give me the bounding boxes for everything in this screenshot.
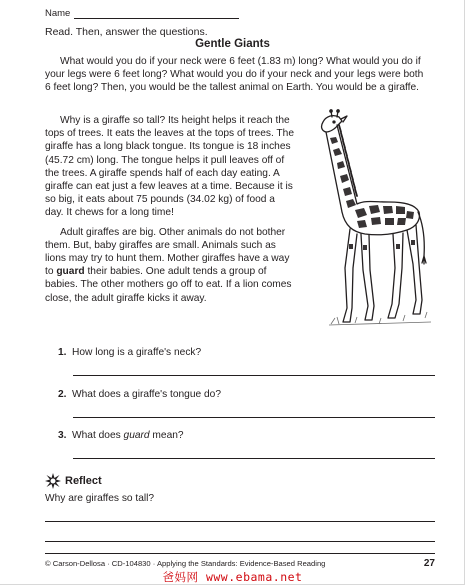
question-1: 1. How long is a giraffe's neck? <box>58 347 202 358</box>
footer-credit: © Carson-Dellosa · CD-104830 · Applying the Standards: Evidence-Based Reading <box>45 559 326 568</box>
bold-word: guard <box>56 266 85 278</box>
question-2-text: What does a giraffe's tongue do? <box>72 389 222 400</box>
starburst-icon <box>45 473 61 489</box>
reflect-title: Reflect <box>65 475 102 487</box>
answer-line-2[interactable] <box>73 417 435 418</box>
name-label: Name <box>45 8 71 19</box>
passage-paragraph-3: Adult giraffes are big. Other animals do not bother them. But, baby giraffes are small. Animals such as lions may try to hunt them. Mother giraffes have a way to guard their babies. One adult tends a group of babies. The other mothers go off to eat. If a lion comes close, the adult giraffe kicks it away. <box>45 226 292 304</box>
reflect-line-2[interactable] <box>45 541 435 542</box>
question-2: 2. What does a giraffe's tongue do? <box>58 389 222 400</box>
question-1-text: How long is a giraffe's neck? <box>72 347 202 358</box>
reflect-line-1[interactable] <box>45 521 435 522</box>
answer-line-1[interactable] <box>73 375 435 376</box>
footer-rule <box>45 553 435 554</box>
question-3: 3. What does guard mean? <box>58 430 184 441</box>
reflect-heading <box>45 473 102 489</box>
passage-column <box>45 114 295 311</box>
answer-line-3[interactable] <box>73 458 435 459</box>
question-3-text: What does guard mean? <box>72 430 184 441</box>
passage-intro: What would you do if your neck were 6 feet (1.83 m) long? What would you do if your legs were 6 feet long? What would you do if your neck and your legs were both 6 feet long? Then, you would be the tallest animal on Earth. You would be a giraffe. <box>45 56 424 94</box>
page-number: 27 <box>423 558 435 569</box>
instructions: Read. Then, answer the questions. <box>45 26 208 38</box>
footer <box>45 558 435 569</box>
giraffe-illustration <box>295 108 435 330</box>
name-field <box>45 8 239 19</box>
page-title: Gentle Giants <box>195 38 270 50</box>
reflect-question: Why are giraffes so tall? <box>45 493 155 504</box>
name-line[interactable] <box>74 10 239 19</box>
passage-paragraph-2: Why is a giraffe so tall? Its height helps it reach the tops of trees. It eats the leaves at the tops of trees. The giraffe has a long black tongue. Its tongue is 18 inches (45.72 cm) long. The tongue helps it pull leaves off of the trees. A giraffe spends half of each day eating. A giraffe can eat just a few leaves at a time. Because it is so big, it eats about 75 pounds (34.02 kg) of food a day. It chews for a long time! <box>45 115 294 219</box>
watermark: 爸妈网 www.ebama.net <box>162 570 303 584</box>
